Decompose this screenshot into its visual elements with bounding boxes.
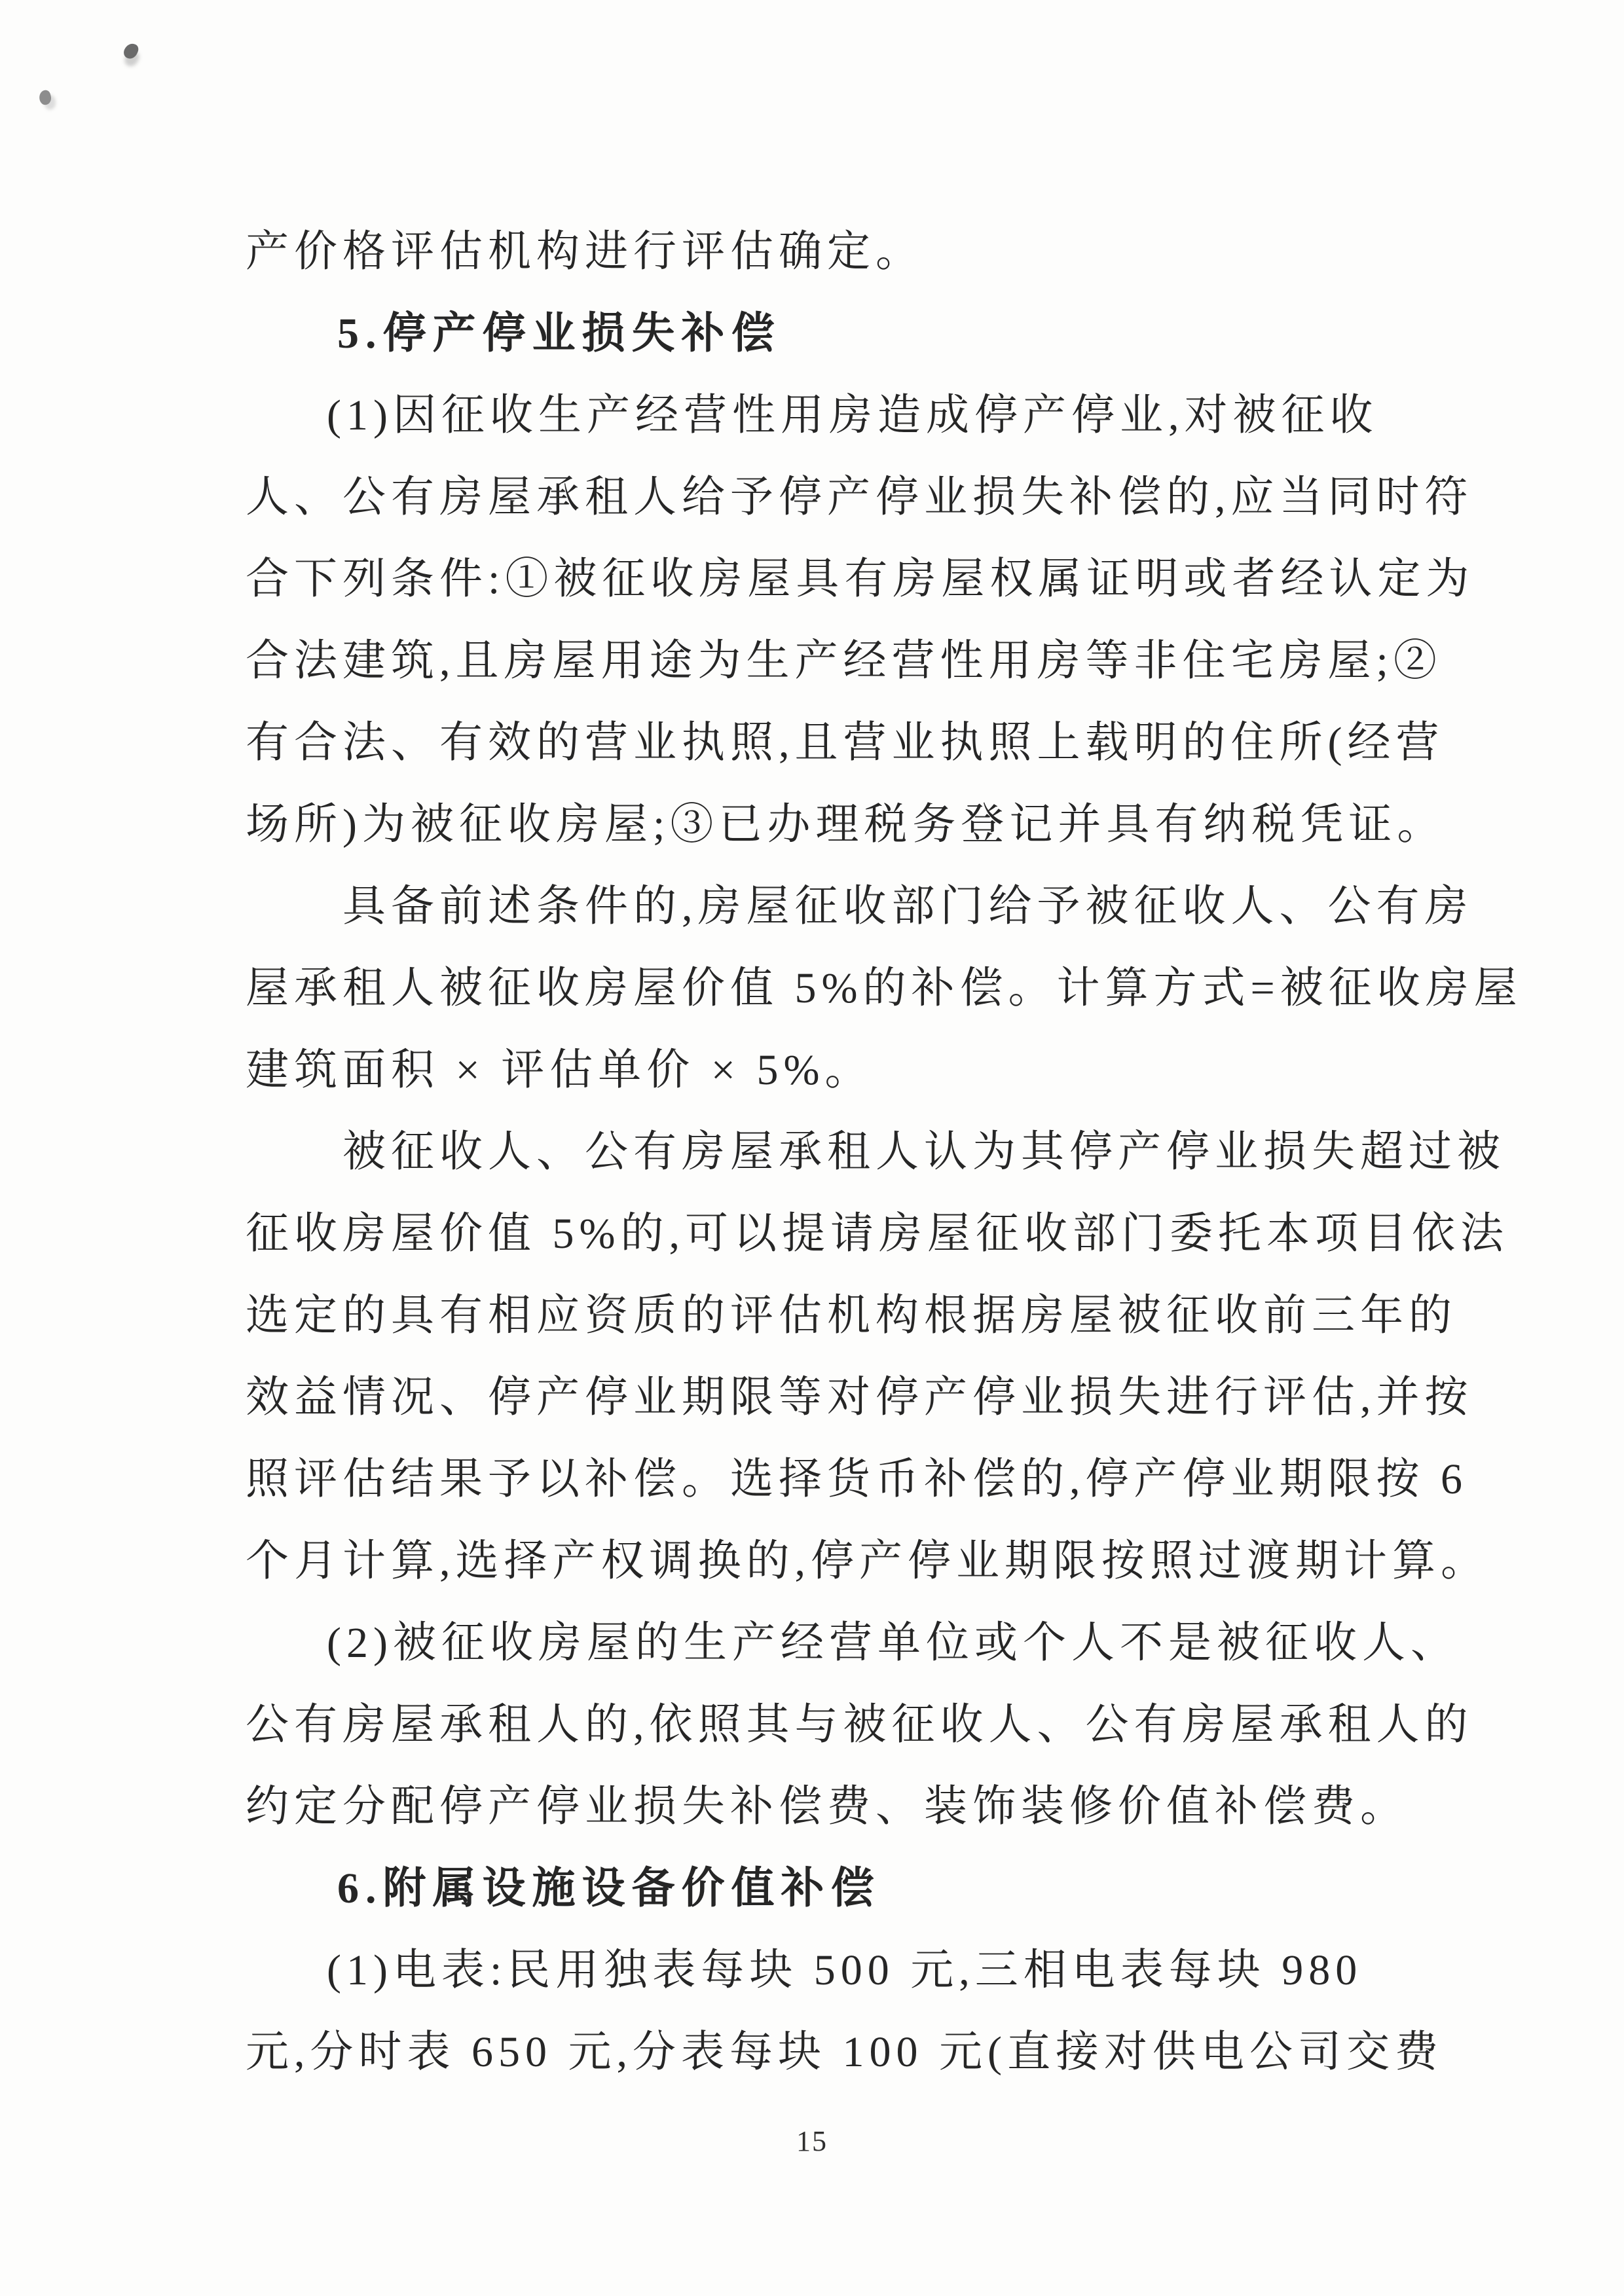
text-line: (1)电表:民用独表每块 500 元,三相电表每块 980 <box>327 1946 1363 1994</box>
text-line: 建筑面积 × 评估单价 × 5%。 <box>246 1046 874 1094</box>
section-heading-5: 5.停产停业损失补偿 <box>337 310 781 357</box>
text-line: 具备前述条件的,房屋征收部门给予被征收人、公有房 <box>342 883 1473 930</box>
ink-speck <box>37 89 52 106</box>
text-line: 元,分时表 650 元,分表每块 100 元(直接对供电公司交费 <box>246 2028 1443 2076</box>
text-line: 照评估结果予以补偿。选择货币补偿的,停产停业期限按 6 <box>246 1455 1467 1503</box>
text-line: 公有房屋承租人的,依照其与被征收人、公有房屋承租人的 <box>246 1701 1473 1749</box>
text-line: 约定分配停产停业损失补偿费、装饰装修价值补偿费。 <box>246 1783 1409 1831</box>
text-line: 有合法、有效的营业执照,且营业执照上载明的住所(经营 <box>246 719 1445 767</box>
text-line: 征收房屋价值 5%的,可以提请房屋征收部门委托本项目依法 <box>246 1210 1509 1258</box>
text-line: 个月计算,选择产权调换的,停产停业期限按照过渡期计算。 <box>246 1537 1489 1585</box>
text-line: 屋承租人被征收房屋价值 5%的补偿。计算方式=被征收房屋 <box>246 964 1522 1012</box>
text-line: 选定的具有相应资质的评估机构根据房屋被征收前三年的 <box>246 1292 1457 1339</box>
text-line: 场所)为被征收房屋;③已办理税务登记并具有纳税凭证。 <box>246 801 1446 848</box>
text-line: 产价格评估机构进行评估确定。 <box>246 228 924 276</box>
text-line: (1)因征收生产经营性用房造成停产停业,对被征收 <box>327 392 1378 439</box>
section-heading-6: 6.附属设施设备价值补偿 <box>337 1865 881 1912</box>
ink-speck <box>122 41 140 61</box>
document-body <box>246 211 1522 2093</box>
text-line: 合法建筑,且房屋用途为生产经营性用房等非住宅房屋;② <box>246 637 1442 685</box>
text-line: 被征收人、公有房屋承租人认为其停产停业损失超过被 <box>342 1128 1505 1176</box>
text-line: 合下列条件:①被征收房屋具有房屋权属证明或者经认定为 <box>246 555 1475 603</box>
text-line: 人、公有房屋承租人给予停产停业损失补偿的,应当同时符 <box>246 473 1473 521</box>
text-line: (2)被征收房屋的生产经营单位或个人不是被征收人、 <box>327 1619 1459 1667</box>
page-number: 15 <box>796 2125 828 2157</box>
text-line: 效益情况、停产停业期限等对停产停业损失进行评估,并按 <box>246 1374 1473 1421</box>
